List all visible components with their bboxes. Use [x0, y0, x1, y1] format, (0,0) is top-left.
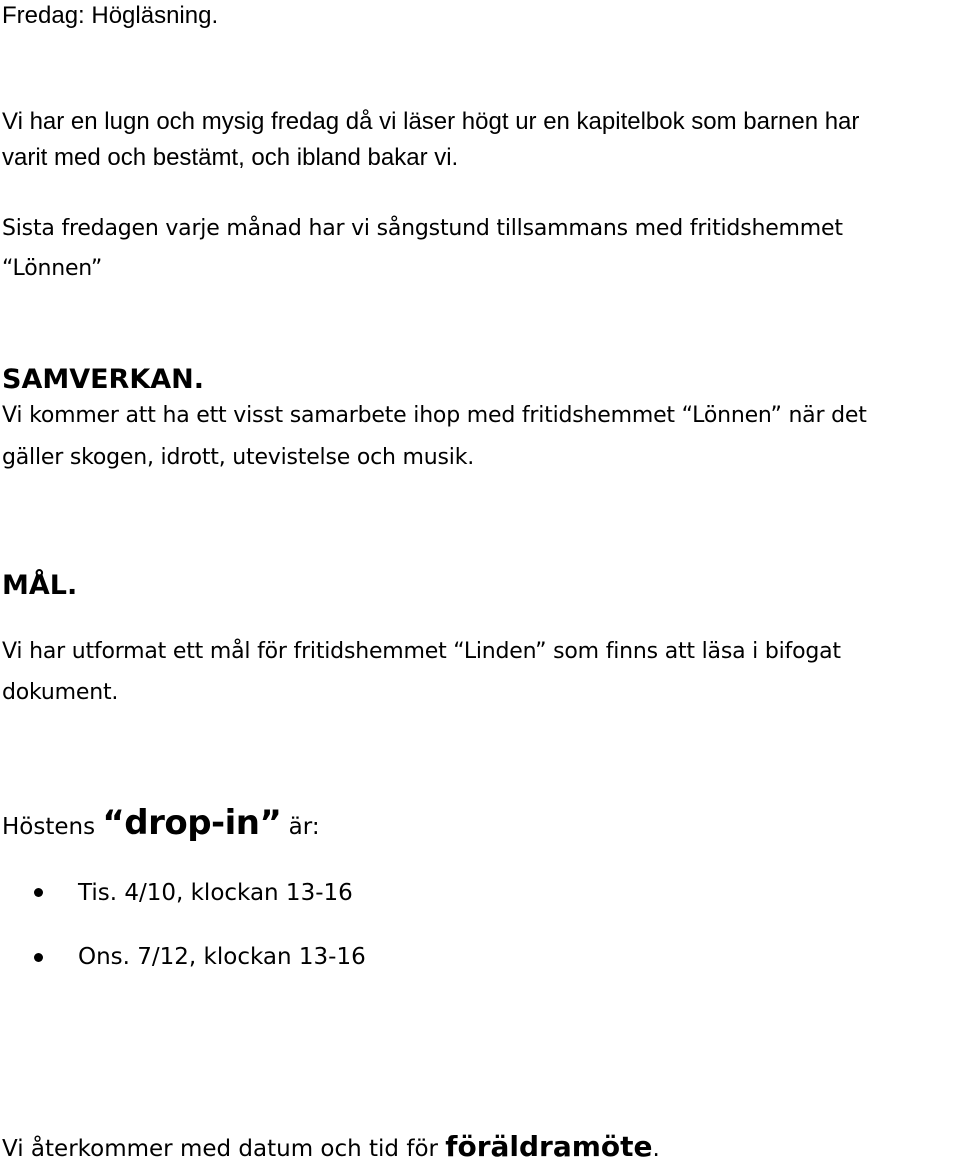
- footer-emphasis: föräldramöte: [445, 1130, 653, 1163]
- footer-period: .: [652, 1136, 660, 1162]
- footer-line: [2, 1130, 660, 1163]
- samverkan-line-1: Vi kommer att ha ett visst samarbete ihop med fritidshemmet “Lönnen” när det: [2, 403, 867, 428]
- dropin-prefix: Höstens: [2, 814, 96, 840]
- dropin-list-item: Ons. 7/12, klockan 13-16: [78, 944, 366, 970]
- friday-paragraph-line-2: varit med och bestämt, och ibland bakar vi.: [2, 144, 459, 171]
- dropin-heading: [2, 803, 320, 843]
- mal-heading: MÅL.: [2, 570, 78, 601]
- samverkan-line-2: gäller skogen, idrott, utevistelse och musik.: [2, 445, 475, 470]
- bullet-icon: [34, 953, 43, 962]
- mal-line-2: dokument.: [2, 680, 119, 705]
- dropin-suffix: är:: [288, 814, 320, 840]
- dropin-list-item: Tis. 4/10, klockan 13-16: [78, 880, 353, 906]
- page-title: Fredag: Högläsning.: [2, 2, 219, 29]
- bullet-icon: [34, 888, 43, 897]
- dropin-emphasis: “drop-in”: [102, 803, 282, 843]
- friday-paragraph-line-1: Vi har en lugn och mysig fredag då vi läser högt ur en kapitelbok som barnen har: [2, 108, 860, 135]
- song-paragraph-line-1: Sista fredagen varje månad har vi sångstund tillsammans med fritidshemmet: [2, 216, 843, 241]
- mal-line-1: Vi har utformat ett mål för fritidshemmet “Linden” som finns att läsa i bifogat: [2, 639, 841, 664]
- footer-text: Vi återkommer med datum och tid för: [2, 1136, 438, 1162]
- samverkan-heading: SAMVERKAN.: [2, 364, 205, 395]
- song-paragraph-line-2: “Lönnen”: [2, 256, 103, 281]
